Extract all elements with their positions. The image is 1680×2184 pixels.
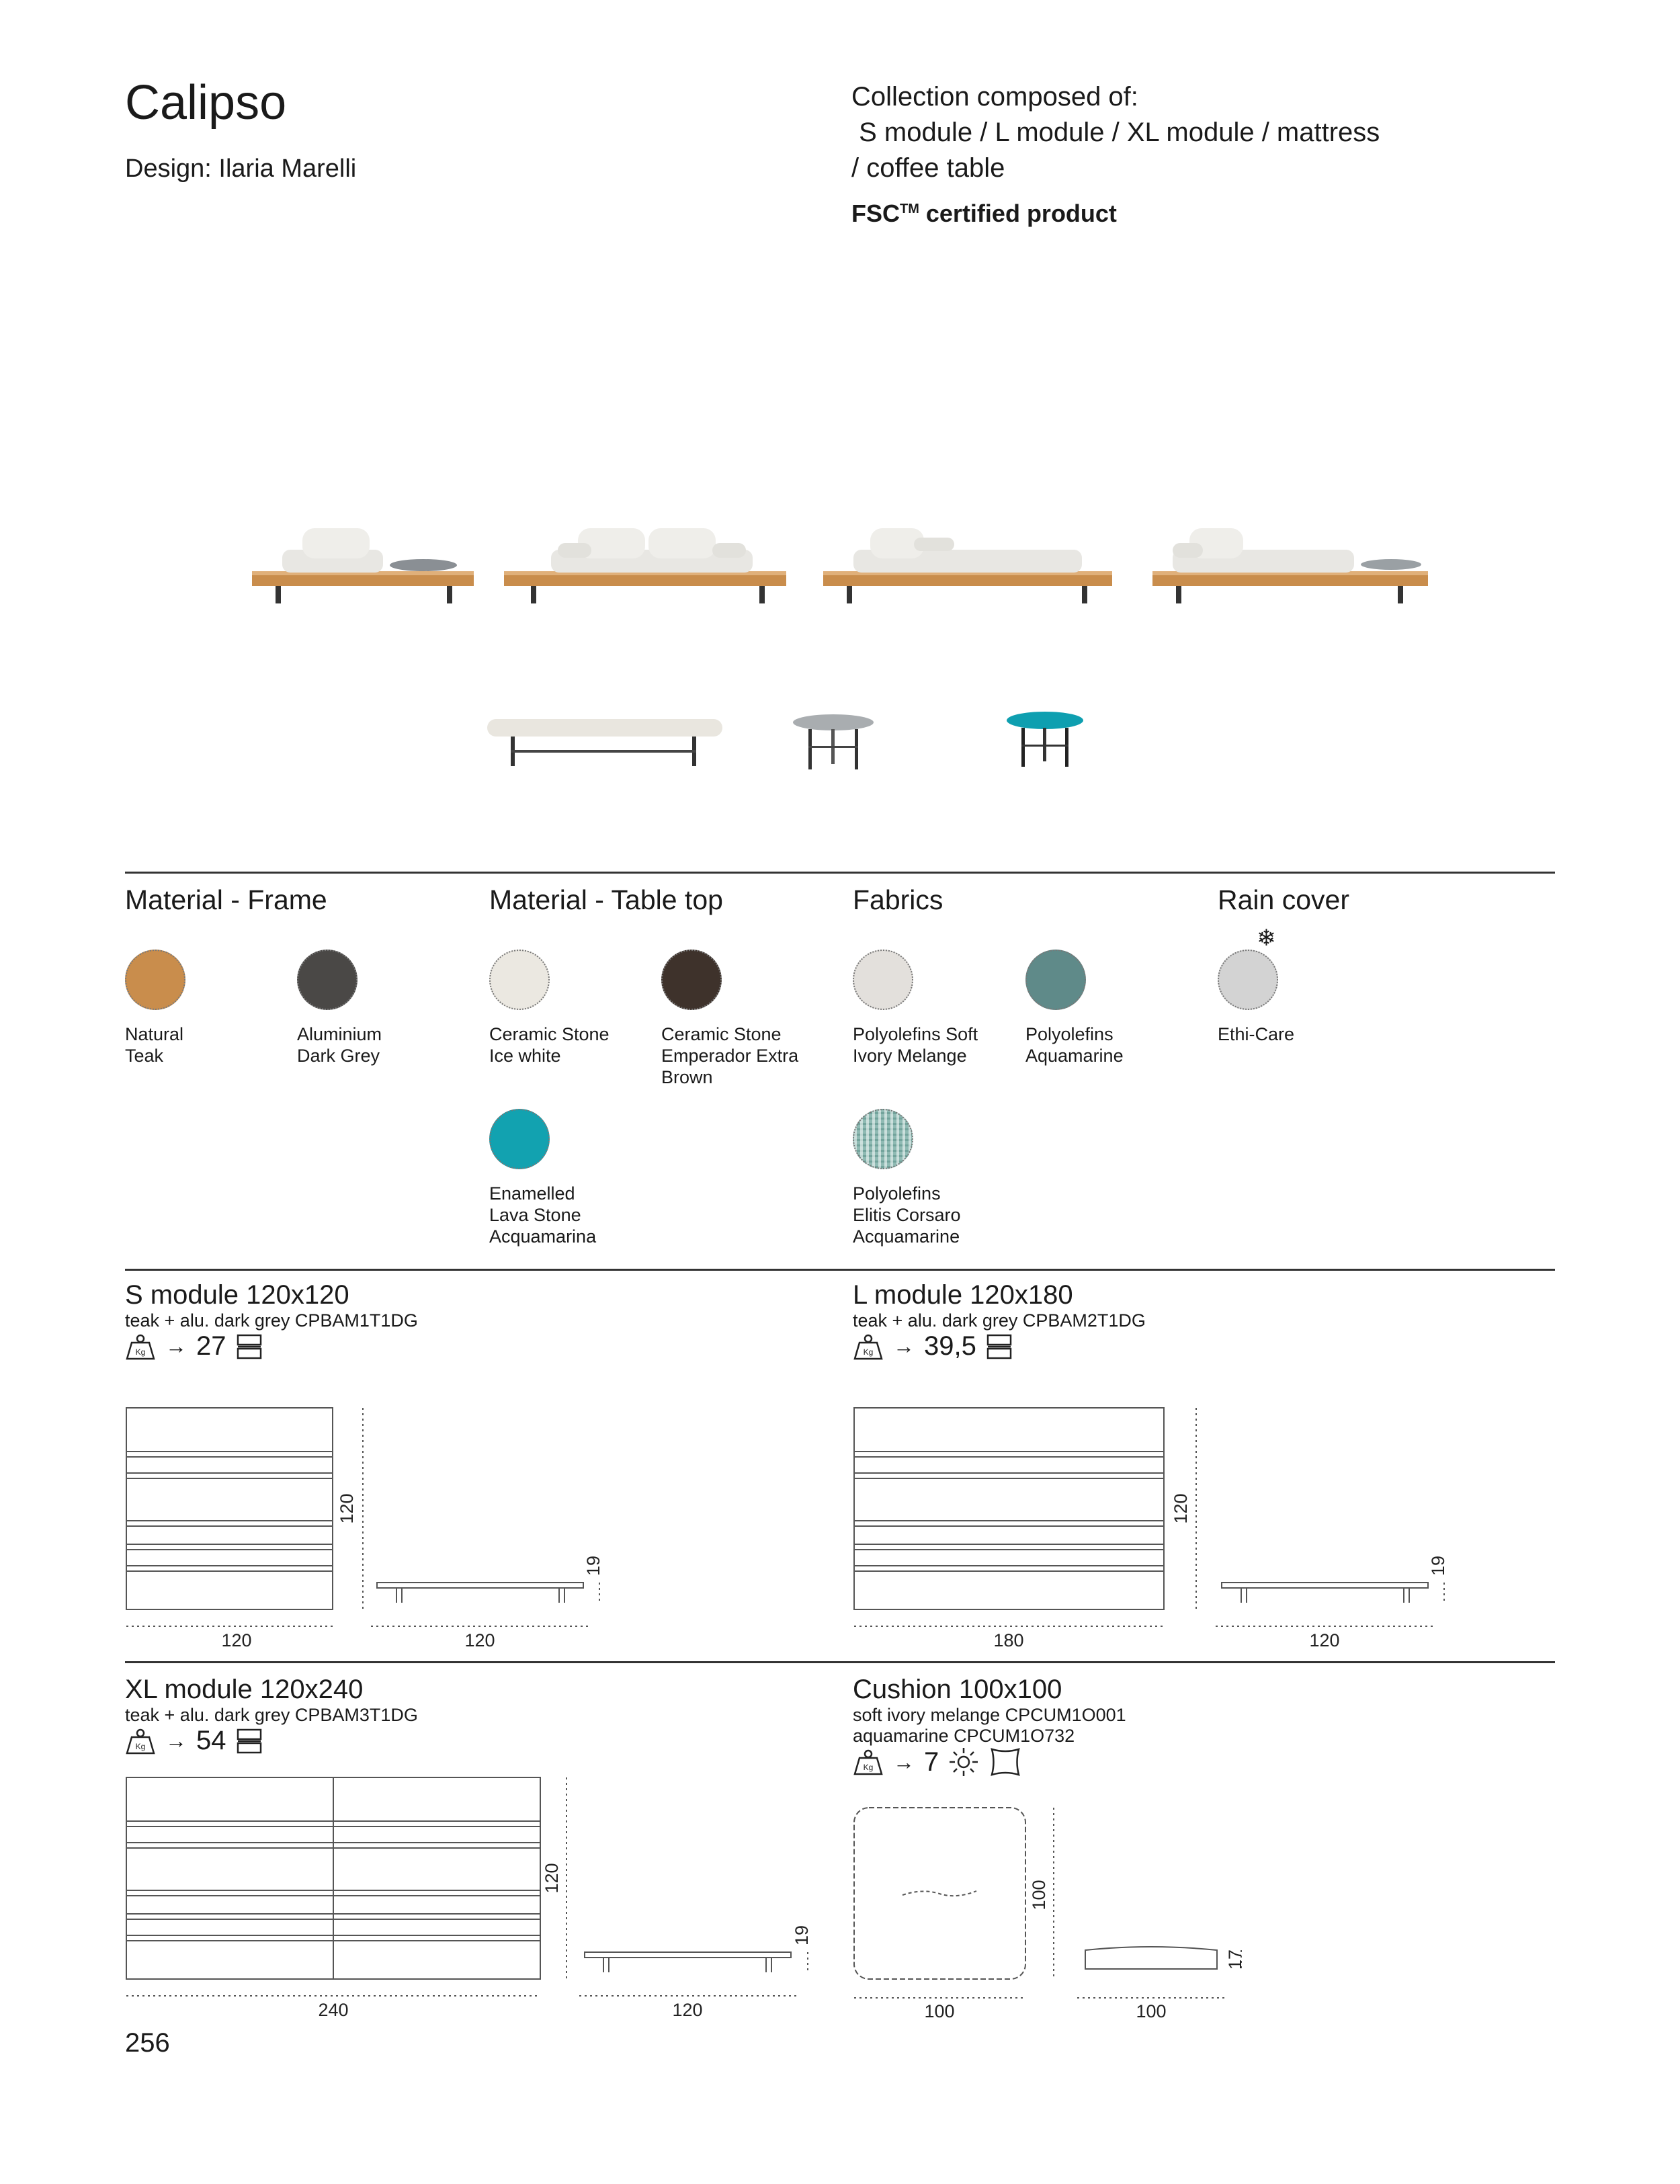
sofa-photo-2 bbox=[504, 528, 786, 603]
dimension-depth: 120 bbox=[337, 1493, 357, 1524]
swatch-lava-acqua bbox=[489, 1109, 664, 1247]
dimension-width: 180 bbox=[993, 1630, 1024, 1650]
swatch-label: Dark Grey bbox=[297, 1046, 380, 1066]
collection-line-3: / coffee table bbox=[851, 153, 1005, 183]
swatch-ceramic-brown bbox=[661, 950, 836, 1088]
swatch-alu-dark-grey bbox=[297, 950, 472, 1066]
section-title-frame: Material - Frame bbox=[125, 884, 327, 915]
module-code: teak + alu. dark grey CPBAM3T1DG bbox=[125, 1705, 418, 1725]
stack-icon bbox=[236, 1728, 263, 1755]
swatch-label: Ceramic Stone bbox=[661, 1024, 782, 1044]
swatch-label: Ceramic Stone bbox=[489, 1024, 610, 1044]
module-specs bbox=[853, 1747, 1126, 1777]
dimension-depth: 100 bbox=[1029, 1880, 1049, 1910]
xl-module-drawing bbox=[121, 1767, 833, 2023]
swatch-label: Acquamarine bbox=[853, 1226, 960, 1247]
designer-credit: Design: Ilaria Marelli bbox=[125, 155, 357, 183]
coffee-table-long-photo bbox=[487, 719, 722, 766]
snowflake-icon: ❄ bbox=[1257, 925, 1276, 952]
swatch-circle bbox=[297, 950, 358, 1010]
section-title-fabrics: Fabrics bbox=[853, 884, 943, 915]
arrow-icon: → bbox=[893, 1749, 915, 1774]
swatch-circle bbox=[489, 1109, 550, 1169]
swatch-poly-aqua bbox=[1025, 950, 1200, 1066]
collection-line-2: S module / L module / XL module / mattress bbox=[851, 118, 1380, 147]
weight-icon-label: Kg bbox=[135, 1741, 146, 1751]
arrow-icon: → bbox=[893, 1334, 915, 1358]
sofa-photo-3 bbox=[823, 528, 1112, 603]
swatch-label: Natural bbox=[125, 1024, 184, 1044]
swatch-circle bbox=[1218, 950, 1278, 1010]
swatch-label: Polyolefins Soft bbox=[853, 1024, 978, 1044]
weight-icon bbox=[125, 1728, 156, 1755]
weight-value: 27 bbox=[196, 1331, 226, 1361]
dimension-height: 19 bbox=[583, 1555, 603, 1577]
coffee-table-round-aqua-photo bbox=[1007, 712, 1083, 767]
swatch-circle bbox=[125, 950, 185, 1010]
section-divider bbox=[125, 1269, 1555, 1271]
swatch-natural-teak bbox=[125, 950, 300, 1066]
module-code: aquamarine CPCUM1O732 bbox=[853, 1726, 1075, 1746]
cushion-icon bbox=[989, 1747, 1022, 1777]
swatch-label: Teak bbox=[125, 1046, 164, 1066]
dimension-depth: 120 bbox=[1171, 1493, 1191, 1524]
module-title: S module 120x120 bbox=[125, 1280, 349, 1310]
module-specs bbox=[125, 1331, 418, 1361]
swatch-ethicare bbox=[1218, 950, 1392, 1045]
sofa-photo-4 bbox=[1152, 528, 1428, 603]
stack-icon bbox=[986, 1333, 1013, 1360]
swatch-label: Ice white bbox=[489, 1046, 561, 1066]
swatch-label: Acquamarina bbox=[489, 1226, 597, 1247]
swatch-ceramic-ice bbox=[489, 950, 664, 1066]
weight-icon-label: Kg bbox=[863, 1347, 874, 1357]
dimension-height: 19 bbox=[1428, 1555, 1448, 1577]
swatch-label: Polyolefins bbox=[853, 1183, 941, 1204]
swatch-poly-ivory bbox=[853, 950, 1027, 1066]
swatch-circle bbox=[853, 1109, 913, 1169]
swatch-label: Enamelled bbox=[489, 1183, 575, 1204]
weight-value: 7 bbox=[924, 1747, 939, 1777]
weight-value: 54 bbox=[196, 1726, 226, 1755]
cushion-drawing bbox=[849, 1801, 1306, 2029]
module-specs bbox=[125, 1726, 418, 1756]
fsc-prefix: FSC bbox=[851, 200, 900, 227]
coffee-table-round-grey-photo bbox=[793, 714, 874, 769]
dimension-height: 17 bbox=[1225, 1949, 1245, 1970]
swatch-poly-elitis bbox=[853, 1109, 1027, 1247]
dimension-depth: 120 bbox=[542, 1863, 562, 1894]
swatch-label: Brown bbox=[661, 1067, 713, 1087]
section-title-tabletop: Material - Table top bbox=[489, 884, 723, 915]
module-title: L module 120x180 bbox=[853, 1280, 1073, 1310]
module-title: Cushion 100x100 bbox=[853, 1675, 1062, 1704]
swatch-label: Ivory Melange bbox=[853, 1046, 967, 1066]
swatch-label: Ethi-Care bbox=[1218, 1024, 1295, 1044]
dimension-side-width: 100 bbox=[1136, 2001, 1167, 2021]
fsc-certified-note bbox=[851, 200, 1117, 228]
l-module-block bbox=[853, 1280, 1146, 1361]
page-number: 256 bbox=[125, 2028, 170, 2058]
swatch-circle bbox=[1025, 950, 1086, 1010]
dimension-width: 100 bbox=[924, 2001, 955, 2021]
swatch-label: Emperador Extra bbox=[661, 1046, 799, 1066]
section-divider bbox=[125, 872, 1555, 874]
module-title: XL module 120x240 bbox=[125, 1675, 364, 1704]
dimension-side-width: 120 bbox=[672, 2000, 703, 2020]
arrow-icon: → bbox=[165, 1728, 187, 1753]
weight-icon bbox=[125, 1333, 156, 1360]
swatch-circle bbox=[661, 950, 722, 1010]
weight-icon-label: Kg bbox=[863, 1763, 874, 1772]
module-code: teak + alu. dark grey CPBAM1T1DG bbox=[125, 1310, 418, 1331]
sun-icon bbox=[948, 1747, 979, 1777]
section-title-raincover: Rain cover bbox=[1218, 884, 1349, 915]
arrow-icon: → bbox=[165, 1334, 187, 1358]
s-module-block bbox=[125, 1280, 418, 1361]
swatch-label: Polyolefins bbox=[1025, 1024, 1114, 1044]
swatch-label: Aquamarine bbox=[1025, 1046, 1124, 1066]
cushion-block bbox=[853, 1675, 1126, 1777]
module-code: teak + alu. dark grey CPBAM2T1DG bbox=[853, 1310, 1146, 1331]
s-module-drawing bbox=[121, 1398, 618, 1653]
weight-icon-label: Kg bbox=[135, 1347, 146, 1357]
fsc-suffix: certified product bbox=[919, 200, 1117, 227]
dimension-width: 240 bbox=[318, 2000, 349, 2020]
swatch-circle bbox=[489, 950, 550, 1010]
l-module-drawing bbox=[849, 1398, 1474, 1653]
weight-value: 39,5 bbox=[924, 1331, 976, 1361]
weight-icon bbox=[853, 1333, 884, 1360]
fsc-tm: TM bbox=[900, 202, 919, 216]
swatch-label: Elitis Corsaro bbox=[853, 1205, 961, 1225]
weight-icon bbox=[853, 1749, 884, 1775]
xl-module-block bbox=[125, 1675, 418, 1756]
product-photos bbox=[0, 470, 1680, 847]
dimension-height: 19 bbox=[792, 1925, 812, 1946]
swatch-label: Lava Stone bbox=[489, 1205, 581, 1225]
product-title: Calipso bbox=[125, 76, 287, 130]
swatch-label: Aluminium bbox=[297, 1024, 382, 1044]
dimension-width: 120 bbox=[221, 1630, 252, 1650]
section-divider bbox=[125, 1661, 1555, 1663]
stack-icon bbox=[236, 1333, 263, 1360]
collection-line-1: Collection composed of: bbox=[851, 82, 1138, 112]
module-code: soft ivory melange CPCUM1O001 bbox=[853, 1705, 1126, 1725]
sofa-photo-1 bbox=[252, 528, 474, 603]
collection-composition bbox=[851, 79, 1456, 186]
module-specs bbox=[853, 1331, 1146, 1361]
swatch-circle bbox=[853, 950, 913, 1010]
dimension-side-width: 120 bbox=[464, 1630, 495, 1650]
dimension-side-width: 120 bbox=[1309, 1630, 1340, 1650]
